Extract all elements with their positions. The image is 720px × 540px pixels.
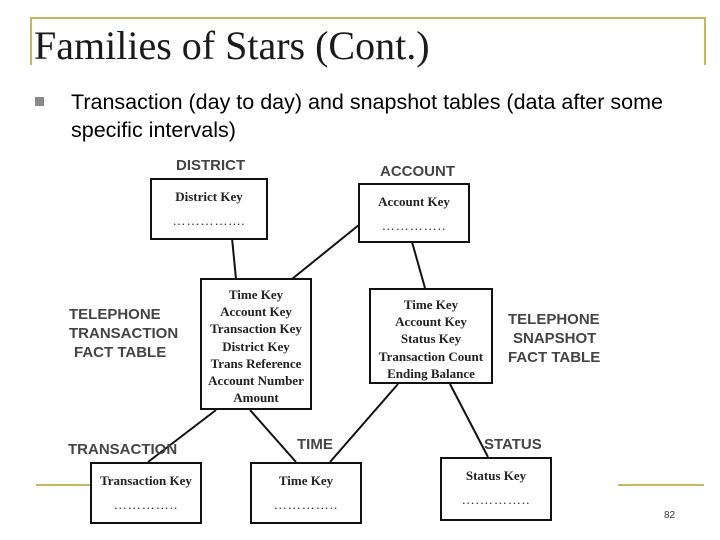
time-dots: ………….. <box>273 497 339 512</box>
telephone-transaction-label-line-2: TRANSACTION <box>69 325 179 342</box>
snapshot-fact-field: Transaction Count <box>378 348 484 364</box>
time-key: Time Key <box>278 473 334 488</box>
transaction-fact-field: Account Key <box>220 304 292 320</box>
transaction-fact-field: Trans Reference <box>210 355 302 371</box>
transaction-dots: ………….. <box>113 497 179 512</box>
telephone-transaction-label-line-3: FACT TABLE <box>74 344 167 361</box>
district-key: District Key <box>175 189 243 204</box>
transaction-fact-field: Transaction Key <box>210 321 302 337</box>
time-dimension-box <box>250 462 362 524</box>
account-dimension-box <box>358 183 470 243</box>
connector-snapshot-fact-status <box>450 384 488 457</box>
telephone-transaction-label <box>69 305 178 362</box>
connector-account-snapshot-fact <box>412 242 425 288</box>
status-dots: ….……….. <box>461 492 531 507</box>
district-dots: ………….... <box>172 213 246 228</box>
transaction-fact-field: Amount <box>233 390 279 406</box>
telephone-transaction-label-line-1: TELEPHONE <box>69 306 161 323</box>
transaction-label: TRANSACTION <box>68 441 178 458</box>
telephone-snapshot-label-line-3: FACT TABLE <box>508 349 601 366</box>
account-label: ACCOUNT <box>380 163 455 180</box>
transaction-fact-field: District Key <box>222 338 290 354</box>
status-label: STATUS <box>484 436 542 453</box>
snapshot-fact-field: Ending Balance <box>387 365 475 381</box>
telephone-snapshot-fact-box <box>369 288 493 384</box>
connector-district-transaction-fact <box>232 238 236 279</box>
telephone-snapshot-label-line-2: SNAPSHOT <box>513 330 597 347</box>
status-dimension-box <box>440 457 552 521</box>
snapshot-fact-field: Status Key <box>400 331 462 347</box>
transaction-dimension-box <box>90 462 202 524</box>
district-label: DISTRICT <box>176 157 246 174</box>
telephone-transaction-fact-box <box>200 278 312 410</box>
snapshot-fact-field: Account Key <box>395 314 467 330</box>
time-label: TIME <box>297 436 333 453</box>
connector-snapshot-fact-time <box>330 384 398 462</box>
transaction-fact-field: Account Number <box>208 373 304 389</box>
transaction-fact-field: Time Key <box>228 287 284 302</box>
account-dots: ………….. <box>381 218 447 233</box>
page-number: 82 <box>664 510 676 521</box>
telephone-snapshot-label <box>508 310 600 367</box>
slide-title: Families of Stars (Cont.) <box>34 23 430 68</box>
account-key: Account Key <box>378 194 450 209</box>
transaction-key: Transaction Key <box>100 473 192 488</box>
district-dimension-box <box>150 178 268 240</box>
snapshot-fact-field: Time Key <box>403 297 459 312</box>
bullet-text: Transaction (day to day) and snapshot tables (data after some specific intervals) <box>71 90 663 142</box>
status-key: Status Key <box>465 468 527 483</box>
connector-transaction-fact-time <box>250 410 296 462</box>
telephone-snapshot-label-line-1: TELEPHONE <box>508 311 600 328</box>
